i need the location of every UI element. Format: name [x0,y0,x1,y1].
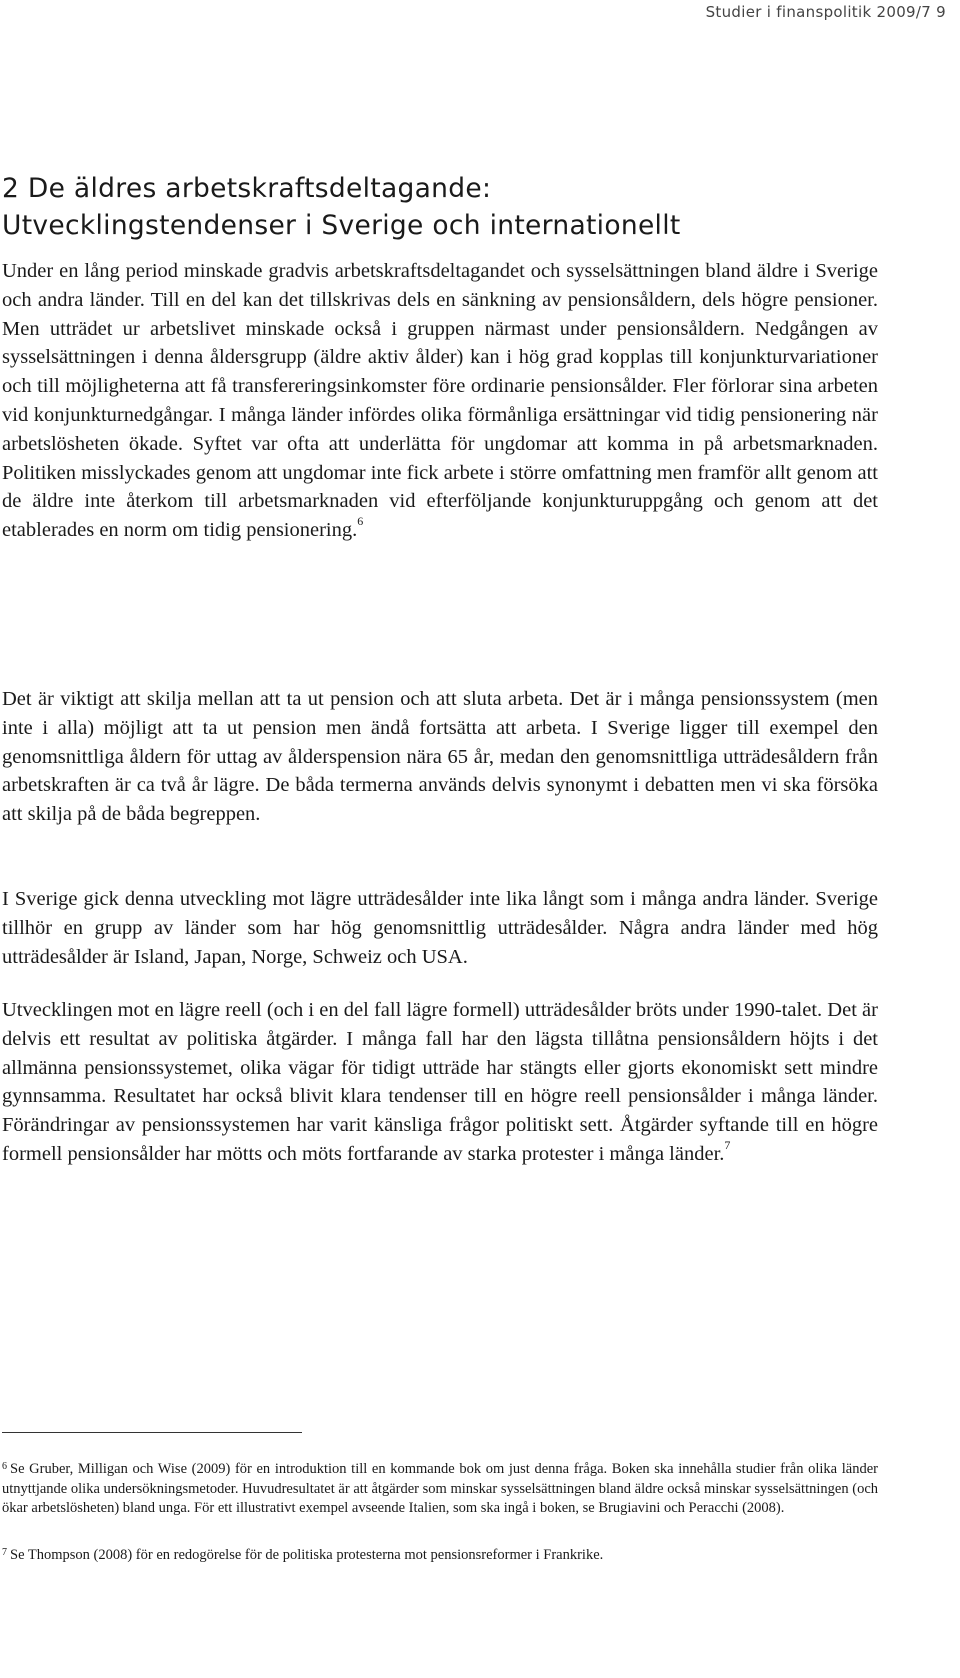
paragraph-3 [2,885,878,971]
paragraph-2 [2,685,878,829]
footnote-7-number: 7 [2,1547,7,1558]
chapter-title-line-1: 2 De äldres arbetskraftsdeltagande: [2,173,492,204]
paragraph-4-text: Utvecklingen mot en lägre reell (och i en del fall lägre formell) utträdesålder bröts under 1990-talet. Det är delvis ett resultat av politiska åtgärder. I många fall har den lägsta tillåtna pensionsåldern höjts i det allmänna pensionssystemet, olika vägar för tidigt utträde har stängts eller gjorts ekonomiskt sett mindre gynnsamma. Resultatet har också blivit klara tendenser till en högre reell pensionsålder i många länder. Förändringar av pensionssystemen har varit känsliga frågor politiskt sett. Åtgärder syftande till en högre formell pensionsålder har mötts och möts fortfarande av starka protester i många länder. [2,999,878,1165]
paragraph-2-text: Det är viktigt att skilja mellan att ta ut pension och att sluta arbeta. Det är i många pensionssystem (men inte i alla) möjligt att ta ut pension men ändå fortsätta att arbeta. I Sverige ligger till exempel den genomsnittliga åldern för uttag av ålderspension nära 65 år, medan den genomsnittliga utträdesåldern från arbetskraften är ca två år lägre. De båda termerna används delvis synonymt i debatten men vi ska försöka att skilja på de båda begreppen. [2,688,878,826]
footnote-6-number: 6 [2,1461,7,1472]
footnote-divider [2,1432,302,1433]
chapter-title [2,170,902,244]
running-header: Studier i finanspolitik 2009/7 9 [705,3,946,21]
footnote-7 [2,1546,878,1566]
paragraph-3-text: I Sverige gick denna utveckling mot lägre utträdesålder inte lika långt som i många andra länder. Sverige tillhör en grupp av länder som har hög genomsnittlig utträdesålder. Några andra länder med hög utträdesålder är Island, Japan, Norge, Schweiz och USA. [2,888,878,968]
paragraph-1-text: Under en lång period minskade gradvis arbetskraftsdeltagandet och sysselsättningen bland äldre i Sverige och andra länder. Till en del kan det tillskrivas dels en sänkning av pensionsåldern, dels högre pensioner. Men utträdet ur arbetslivet minskade också i gruppen närmast under pensionsåldern. Nedgången av sysselsättningen i denna åldersgrupp (äldre aktiv ålder) kan i hög grad kopplas till konjunkturvariationer och till möjligheterna att få transfereringsinkomster före ordinarie pensionsålder. Fler förlorar sina arbeten vid konjunkturnedgångar. I många länder infördes olika förmånliga ersättningar vid tidig pensionering när arbetslösheten ökade. Syftet var ofta att underlätta för ungdomar att komma in på arbetsmarknaden. Politiken misslyckades genom att ungdomar inte fick arbete i större omfattning men framför allt genom att de äldre inte återkom till arbetsmarknaden vid efterföljande konjunkturuppgång och genom att det etablerades en norm om tidig pensionering. [2,260,878,542]
footnote-6-text: Se Gruber, Milligan och Wise (2009) för en introduktion till en kommande bok om just denna fråga. Boken ska innehålla studier från olika länder utnyttjande olika undersökningsmetoder. Huvudresultatet är att åtgärder som minskar sysselsättningen bland äldre också minskar sysselsättningen (och ökar arbetslösheten) bland unga. För ett illustrativt exempel avseende Italien, som ska ingå i boken, se Brugiavini och Peracchi (2008). [2,1461,878,1516]
chapter-title-line-2: Utvecklingstendenser i Sverige och internationellt [2,210,681,241]
footnote-ref-7[interactable]: 7 [724,1138,731,1153]
paragraph-4 [2,996,878,1169]
paragraph-1 [2,257,878,545]
footnote-7-text: Se Thompson (2008) för en redogörelse för de politiska protesterna mot pensionsreformer i Frankrike. [10,1547,604,1563]
footnote-ref-6[interactable]: 6 [357,514,364,529]
footnote-6 [2,1460,878,1517]
